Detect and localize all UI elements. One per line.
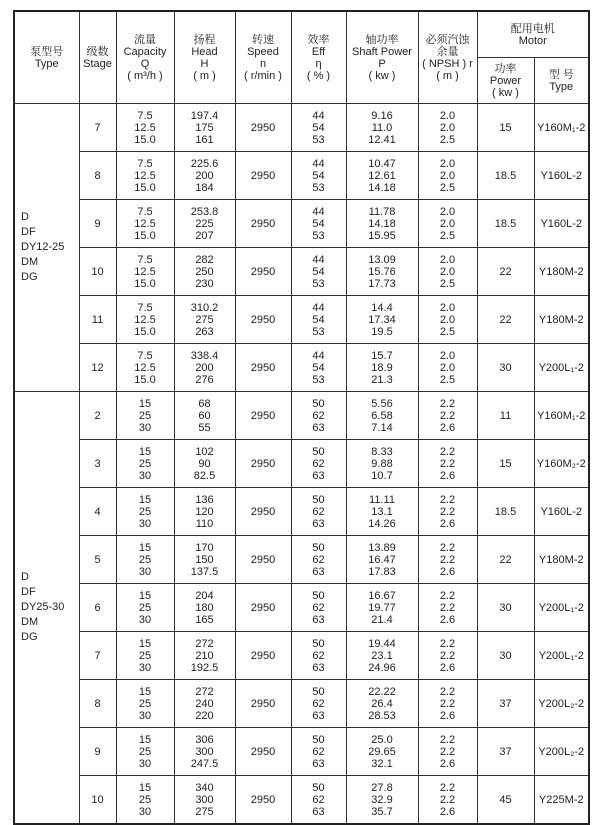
speed-cell: 2950 bbox=[235, 728, 291, 776]
pump-type-cell: D DF DY12-25 DM DG bbox=[14, 104, 79, 392]
shaft-power-cell: 10.47 12.61 14.18 bbox=[346, 152, 418, 200]
npsh-cell: 2.0 2.0 2.5 bbox=[418, 344, 477, 392]
header-speed: 转速 Speed n ( r/min ) bbox=[235, 11, 291, 104]
head-cell: 197.4 175 161 bbox=[174, 104, 235, 152]
table-row bbox=[14, 488, 589, 536]
capacity-cell: 15 25 30 bbox=[116, 392, 174, 440]
speed-cell: 2950 bbox=[235, 152, 291, 200]
head-cell: 340 300 275 bbox=[174, 776, 235, 825]
npsh-cell: 2.2 2.2 2.6 bbox=[418, 632, 477, 680]
table-row bbox=[14, 680, 589, 728]
capacity-cell: 7.5 12.5 15.0 bbox=[116, 296, 174, 344]
stage-cell: 8 bbox=[79, 152, 116, 200]
speed-cell: 2950 bbox=[235, 248, 291, 296]
speed-cell: 2950 bbox=[235, 104, 291, 152]
motor-type-cell: Y160M₂-2 bbox=[534, 440, 589, 488]
shaft-power-cell: 25.0 29.65 32.1 bbox=[346, 728, 418, 776]
header-motor: 配用电机 Motor bbox=[477, 11, 589, 58]
stage-cell: 10 bbox=[79, 776, 116, 825]
table-row bbox=[14, 104, 589, 152]
efficiency-cell: 50 62 63 bbox=[291, 392, 346, 440]
speed-cell: 2950 bbox=[235, 392, 291, 440]
stage-cell: 11 bbox=[79, 296, 116, 344]
capacity-cell: 15 25 30 bbox=[116, 488, 174, 536]
shaft-power-cell: 9.16 11.0 12.41 bbox=[346, 104, 418, 152]
efficiency-cell: 50 62 63 bbox=[291, 488, 346, 536]
capacity-cell: 15 25 30 bbox=[116, 632, 174, 680]
header-head: 扬程 Head H ( m ) bbox=[174, 11, 235, 104]
header-shaft_power: 轴功率 Shaft Power P ( kw ) bbox=[346, 11, 418, 104]
efficiency-cell: 44 54 53 bbox=[291, 200, 346, 248]
stage-cell: 9 bbox=[79, 200, 116, 248]
motor-power-cell: 11 bbox=[477, 392, 534, 440]
npsh-cell: 2.2 2.2 2.6 bbox=[418, 392, 477, 440]
motor-power-cell: 22 bbox=[477, 536, 534, 584]
shaft-power-cell: 22.22 26.4 28.53 bbox=[346, 680, 418, 728]
shaft-power-cell: 15.7 18.9 21.3 bbox=[346, 344, 418, 392]
capacity-cell: 15 25 30 bbox=[116, 584, 174, 632]
efficiency-cell: 44 54 53 bbox=[291, 248, 346, 296]
npsh-cell: 2.0 2.0 2.5 bbox=[418, 200, 477, 248]
head-cell: 272 210 192.5 bbox=[174, 632, 235, 680]
motor-type-cell: Y200L₂-2 bbox=[534, 680, 589, 728]
head-cell: 204 180 165 bbox=[174, 584, 235, 632]
header-npsh: 必须汽蚀 余量 ( NPSH ) r ( m ) bbox=[418, 11, 477, 104]
motor-power-cell: 15 bbox=[477, 440, 534, 488]
table-row bbox=[14, 632, 589, 680]
speed-cell: 2950 bbox=[235, 344, 291, 392]
table-row bbox=[14, 200, 589, 248]
shaft-power-cell: 19.44 23.1 24.96 bbox=[346, 632, 418, 680]
pump-type-cell: D DF DY25-30 DM DG bbox=[14, 392, 79, 825]
header-motor_type: 型 号 Type bbox=[534, 58, 589, 104]
head-cell: 282 250 230 bbox=[174, 248, 235, 296]
capacity-cell: 15 25 30 bbox=[116, 776, 174, 825]
efficiency-cell: 50 62 63 bbox=[291, 632, 346, 680]
head-cell: 338.4 200 276 bbox=[174, 344, 235, 392]
stage-cell: 7 bbox=[79, 632, 116, 680]
shaft-power-cell: 11.78 14.18 15.95 bbox=[346, 200, 418, 248]
npsh-cell: 2.2 2.2 2.6 bbox=[418, 776, 477, 825]
capacity-cell: 7.5 12.5 15.0 bbox=[116, 104, 174, 152]
efficiency-cell: 50 62 63 bbox=[291, 584, 346, 632]
header-row bbox=[14, 11, 589, 58]
stage-cell: 4 bbox=[79, 488, 116, 536]
head-cell: 225.6 200 184 bbox=[174, 152, 235, 200]
efficiency-cell: 44 54 53 bbox=[291, 344, 346, 392]
efficiency-cell: 44 54 53 bbox=[291, 296, 346, 344]
capacity-cell: 7.5 12.5 15.0 bbox=[116, 152, 174, 200]
capacity-cell: 15 25 30 bbox=[116, 680, 174, 728]
motor-power-cell: 30 bbox=[477, 584, 534, 632]
efficiency-cell: 44 54 53 bbox=[291, 152, 346, 200]
header-motor_power: 功率 Power ( kw ) bbox=[477, 58, 534, 104]
motor-power-cell: 18.5 bbox=[477, 488, 534, 536]
motor-type-cell: Y225M-2 bbox=[534, 776, 589, 825]
shaft-power-cell: 8.33 9.88 10.7 bbox=[346, 440, 418, 488]
motor-type-cell: Y160L-2 bbox=[534, 488, 589, 536]
stage-cell: 9 bbox=[79, 728, 116, 776]
header-eff: 效率 Eff η ( % ) bbox=[291, 11, 346, 104]
motor-power-cell: 22 bbox=[477, 248, 534, 296]
npsh-cell: 2.0 2.0 2.5 bbox=[418, 248, 477, 296]
speed-cell: 2950 bbox=[235, 680, 291, 728]
npsh-cell: 2.2 2.2 2.6 bbox=[418, 488, 477, 536]
motor-power-cell: 37 bbox=[477, 728, 534, 776]
stage-cell: 12 bbox=[79, 344, 116, 392]
stage-cell: 8 bbox=[79, 680, 116, 728]
table-row bbox=[14, 392, 589, 440]
speed-cell: 2950 bbox=[235, 200, 291, 248]
motor-power-cell: 30 bbox=[477, 344, 534, 392]
table-row bbox=[14, 440, 589, 488]
head-cell: 68 60 55 bbox=[174, 392, 235, 440]
speed-cell: 2950 bbox=[235, 296, 291, 344]
motor-power-cell: 18.5 bbox=[477, 200, 534, 248]
motor-power-cell: 45 bbox=[477, 776, 534, 825]
motor-power-cell: 18.5 bbox=[477, 152, 534, 200]
shaft-power-cell: 11.11 13.1 14.26 bbox=[346, 488, 418, 536]
npsh-cell: 2.2 2.2 2.6 bbox=[418, 680, 477, 728]
capacity-cell: 7.5 12.5 15.0 bbox=[116, 200, 174, 248]
head-cell: 306 300 247.5 bbox=[174, 728, 235, 776]
stage-cell: 6 bbox=[79, 584, 116, 632]
speed-cell: 2950 bbox=[235, 440, 291, 488]
speed-cell: 2950 bbox=[235, 488, 291, 536]
table-row bbox=[14, 776, 589, 825]
efficiency-cell: 50 62 63 bbox=[291, 440, 346, 488]
capacity-cell: 15 25 30 bbox=[116, 440, 174, 488]
shaft-power-cell: 13.09 15.76 17.73 bbox=[346, 248, 418, 296]
motor-power-cell: 30 bbox=[477, 632, 534, 680]
stage-cell: 10 bbox=[79, 248, 116, 296]
motor-power-cell: 15 bbox=[477, 104, 534, 152]
capacity-cell: 15 25 30 bbox=[116, 728, 174, 776]
motor-type-cell: Y180M-2 bbox=[534, 536, 589, 584]
stage-cell: 2 bbox=[79, 392, 116, 440]
motor-type-cell: Y180M-2 bbox=[534, 248, 589, 296]
head-cell: 253.8 225 207 bbox=[174, 200, 235, 248]
table-row bbox=[14, 536, 589, 584]
shaft-power-cell: 13.89 16.47 17.83 bbox=[346, 536, 418, 584]
table-row bbox=[14, 248, 589, 296]
efficiency-cell: 50 62 63 bbox=[291, 776, 346, 825]
npsh-cell: 2.0 2.0 2.5 bbox=[418, 152, 477, 200]
efficiency-cell: 50 62 63 bbox=[291, 680, 346, 728]
table-row bbox=[14, 152, 589, 200]
motor-type-cell: Y180M-2 bbox=[534, 296, 589, 344]
table-row bbox=[14, 728, 589, 776]
speed-cell: 2950 bbox=[235, 776, 291, 825]
motor-type-cell: Y160L-2 bbox=[534, 200, 589, 248]
stage-cell: 3 bbox=[79, 440, 116, 488]
header-stage: 级数 Stage bbox=[79, 11, 116, 104]
motor-type-cell: Y200L₂-2 bbox=[534, 728, 589, 776]
motor-type-cell: Y200L₁-2 bbox=[534, 632, 589, 680]
npsh-cell: 2.2 2.2 2.6 bbox=[418, 440, 477, 488]
efficiency-cell: 44 54 53 bbox=[291, 104, 346, 152]
capacity-cell: 7.5 12.5 15.0 bbox=[116, 344, 174, 392]
head-cell: 272 240 220 bbox=[174, 680, 235, 728]
table-row bbox=[14, 296, 589, 344]
npsh-cell: 2.2 2.2 2.6 bbox=[418, 728, 477, 776]
motor-power-cell: 37 bbox=[477, 680, 534, 728]
motor-type-cell: Y200L₁-2 bbox=[534, 344, 589, 392]
npsh-cell: 2.0 2.0 2.5 bbox=[418, 296, 477, 344]
motor-type-cell: Y160M₁-2 bbox=[534, 392, 589, 440]
capacity-cell: 7.5 12.5 15.0 bbox=[116, 248, 174, 296]
shaft-power-cell: 16.67 19.77 21.4 bbox=[346, 584, 418, 632]
npsh-cell: 2.0 2.0 2.5 bbox=[418, 104, 477, 152]
table-row bbox=[14, 344, 589, 392]
motor-type-cell: Y160M₁-2 bbox=[534, 104, 589, 152]
speed-cell: 2950 bbox=[235, 632, 291, 680]
efficiency-cell: 50 62 63 bbox=[291, 728, 346, 776]
pump-spec-table bbox=[13, 10, 590, 825]
header-type: 泵型号 Type bbox=[14, 11, 79, 104]
head-cell: 170 150 137.5 bbox=[174, 536, 235, 584]
head-cell: 102 90 82.5 bbox=[174, 440, 235, 488]
npsh-cell: 2.2 2.2 2.6 bbox=[418, 536, 477, 584]
stage-cell: 5 bbox=[79, 536, 116, 584]
shaft-power-cell: 5.56 6.58 7.14 bbox=[346, 392, 418, 440]
npsh-cell: 2.2 2.2 2.6 bbox=[418, 584, 477, 632]
motor-type-cell: Y200L₁-2 bbox=[534, 584, 589, 632]
efficiency-cell: 50 62 63 bbox=[291, 536, 346, 584]
table-row bbox=[14, 584, 589, 632]
motor-type-cell: Y160L-2 bbox=[534, 152, 589, 200]
shaft-power-cell: 14.4 17.34 19.5 bbox=[346, 296, 418, 344]
shaft-power-cell: 27.8 32.9 35.7 bbox=[346, 776, 418, 825]
speed-cell: 2950 bbox=[235, 536, 291, 584]
motor-power-cell: 22 bbox=[477, 296, 534, 344]
stage-cell: 7 bbox=[79, 104, 116, 152]
header-capacity: 流量 Capacity Q ( m³/h ) bbox=[116, 11, 174, 104]
capacity-cell: 15 25 30 bbox=[116, 536, 174, 584]
head-cell: 136 120 110 bbox=[174, 488, 235, 536]
speed-cell: 2950 bbox=[235, 584, 291, 632]
head-cell: 310.2 275 263 bbox=[174, 296, 235, 344]
